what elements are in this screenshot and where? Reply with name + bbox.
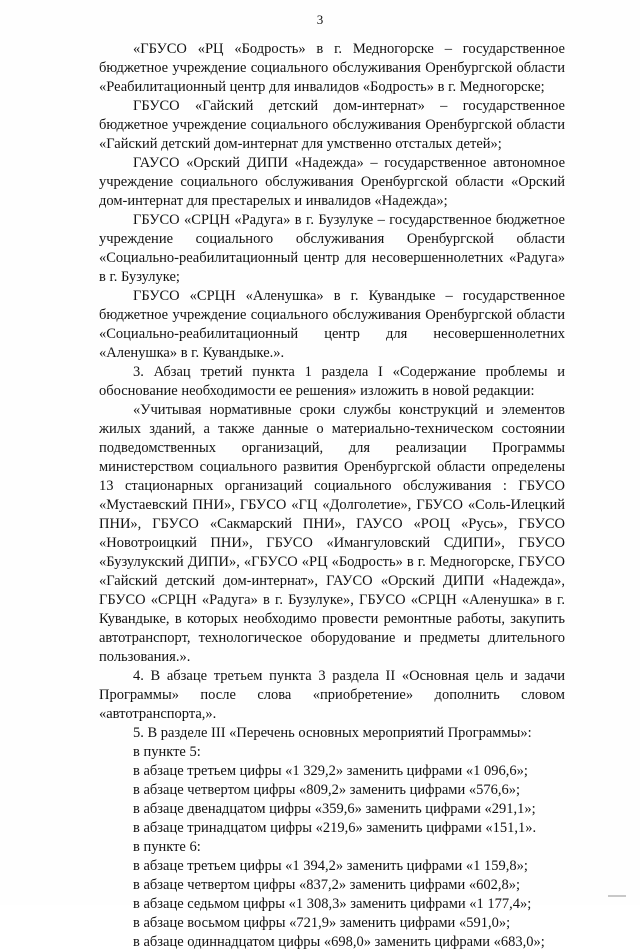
list-line: в пункте 6: [133, 839, 201, 855]
list-line: в абзаце седьмом цифры «1 308,3» заменить цифрами «1 177,4»; [133, 896, 532, 912]
list-line: в пункте 5: [133, 744, 201, 760]
scan-mark [608, 895, 626, 897]
paragraph: ГАУСО «Орский ДИПИ «Надежда» – государственное автономное учреждение социального обслуживания Оренбургской области «Орский дом-интернат для престарелых и инвалидов «Надежда»; [99, 155, 565, 209]
paragraph: 4. В абзаце третьем пункта 3 раздела II «Основная цель и задачи Программы» после слова «приобретение» дополнить словом «автотранспорта,». [99, 668, 565, 722]
list-line: в абзаце восьмом цифры «721,9» заменить цифрами «591,0»; [133, 915, 511, 931]
paragraph: ГБУСО «СРЦН «Радуга» в г. Бузулуке – государственное бюджетное учреждение социального обслуживания Оренбургской области «Социально-реабилитационный центр для несовершеннолетних «Радуга» в г. Бузулуке; [99, 212, 565, 285]
document-body [99, 40, 565, 952]
list-line: в абзаце третьем цифры «1 329,2» заменить цифрами «1 096,6»; [133, 763, 528, 779]
list-line: в абзаце двенадцатом цифры «359,6» заменить цифрами «291,1»; [133, 801, 536, 817]
quoted-paragraph: «Учитывая нормативные сроки службы конструкций и элементов жилых зданий, а также данные о материально-техническом состоянии подведомственных организаций, для реализации Программы министерством социального развития Оренбургской области определены 13 стационарных организаций социального обслуживания : ГБУСО «Мустаевский ПНИ», ГБУСО «ГЦ «Долголетие», ГБУСО «Соль-Илецкий ПНИ», ГБУСО «Сакмарский ПНИ», ГАУСО «РОЦ «Русь», ГБУСО «Новотроицкий ПНИ», ГБУСО «Имангуловский СДИПИ», ГБУСО «Бузулукский ДИПИ», «ГБУСО «РЦ «Бодрость» в г. Медногорске, ГБУСО «Гайский детский дом-интернат», ГАУСО «Орский ДИПИ «Надежда», ГБУСО «СРЦН «Радуга» в г. Бузулуке», ГБУСО «СРЦН «Аленушка» в г. Кувандыке, в которых необходимо провести ремонтные работы, закупить автотранспорт, технологическое оборудование и предметы длительного пользования.». [99, 402, 565, 665]
page-number: 3 [316, 12, 324, 27]
paragraph: ГБУСО «Гайский детский дом-интернат» – государственное бюджетное учреждение социального обслуживания Оренбургской области «Гайский детский дом-интернат для умственно отсталых детей»; [99, 98, 565, 152]
list-line: в абзаце четвертом цифры «809,2» заменить цифрами «576,6»; [133, 782, 520, 798]
paragraph: 3. Абзац третий пункта 1 раздела I «Содержание проблемы и обоснование необходимости ее решения» изложить в новой редакции: [99, 364, 565, 399]
list-line: в абзаце тринадцатом цифры «219,6» заменить цифрами «151,1». [133, 820, 537, 836]
list-line: в абзаце четвертом цифры «837,2» заменить цифрами «602,8»; [133, 877, 520, 893]
paragraph: 5. В разделе III «Перечень основных мероприятий Программы»: [133, 725, 532, 741]
paragraph: «ГБУСО «РЦ «Бодрость» в г. Медногорске – государственное бюджетное учреждение социального обслуживания Оренбургской области «Реабилитационный центр для инвалидов «Бодрость» в г. Медногорске; [99, 41, 565, 95]
list-line: в абзаце одиннадцатом цифры «698,0» заменить цифрами «683,0»; [133, 934, 545, 950]
paragraph: ГБУСО «СРЦН «Аленушка» в г. Кувандыке – государственное бюджетное учреждение социального обслуживания Оренбургской области «Социально-реабилитационный центр для несовершеннолетних «Аленушка» в г. Кувандыке.». [99, 288, 565, 361]
list-line: в абзаце третьем цифры «1 394,2» заменить цифрами «1 159,8»; [133, 858, 528, 874]
